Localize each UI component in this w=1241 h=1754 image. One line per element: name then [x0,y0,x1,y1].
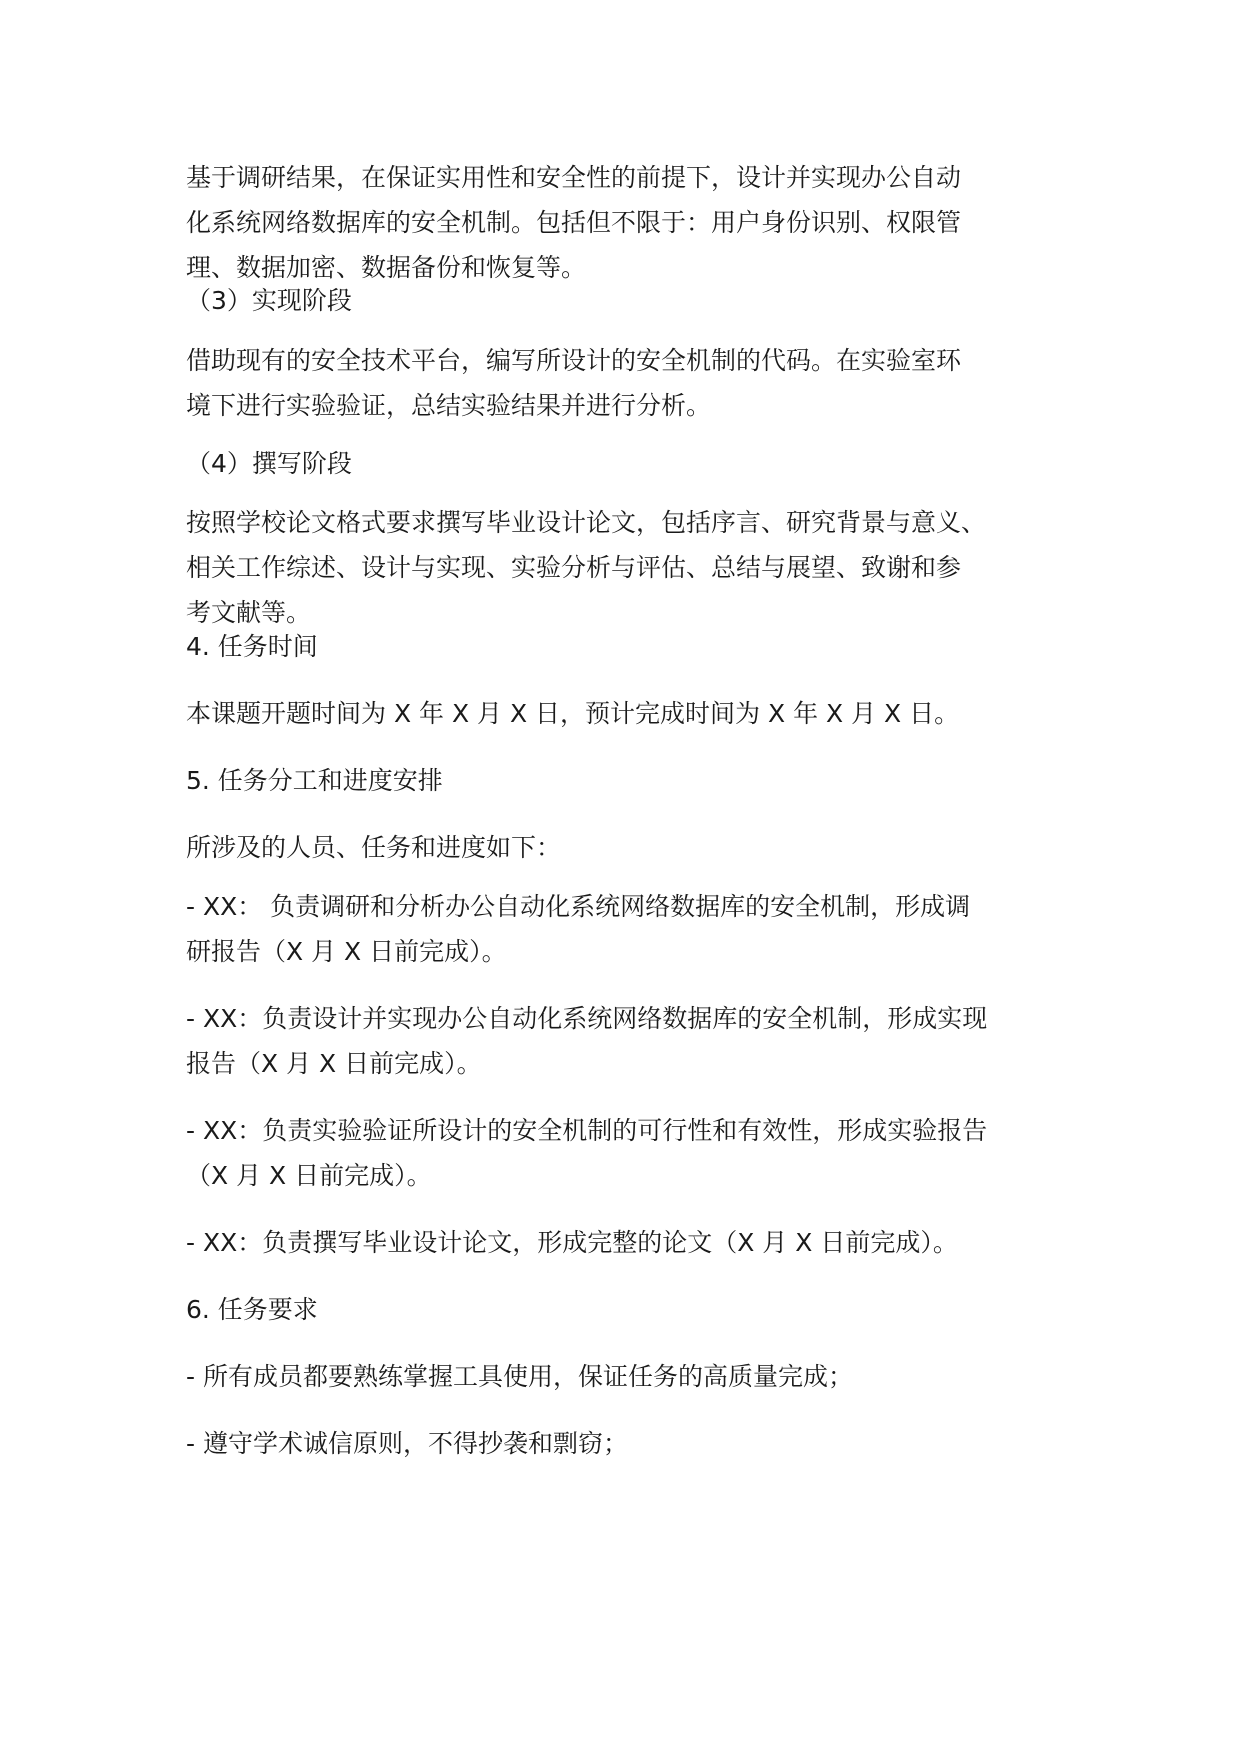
text-line: - XX：负责实验验证所设计的安全机制的可行性和有效性，形成实验报告 [186,1116,988,1145]
list-item-research [186,884,1086,974]
heading-task-requirements [186,1287,1086,1332]
text-line: 本课题开题时间为 X 年 X 月 X 日，预计完成时间为 X 年 X 月 X 日。 [186,699,960,728]
heading-writing-stage [186,441,1086,486]
text-line: 研报告（X 月 X 日前完成）。 [186,937,507,966]
text-line: 境下进行实验验证，总结实验结果并进行分析。 [186,391,712,420]
text-line: 理、数据加密、数据备份和恢复等。 [186,253,587,282]
list-item-design [186,996,1086,1086]
paragraph-design-description [186,155,1086,290]
text-line: （4）撰写阶段 [186,449,352,478]
text-line: 借助现有的安全技术平台，编写所设计的安全机制的代码。在实验室环 [186,346,962,375]
text-line: 报告（X 月 X 日前完成）。 [186,1049,482,1078]
text-line: - XX：负责撰写毕业设计论文，形成完整的论文（X 月 X 日前完成）。 [186,1228,958,1257]
heading-implementation-stage [186,278,1086,323]
text-line: 考文献等。 [186,598,312,627]
text-line: 所涉及的人员、任务和进度如下： [186,833,562,862]
list-item-requirement-tools [186,1354,1086,1399]
text-line: 5. 任务分工和进度安排 [186,766,443,795]
heading-division-schedule [186,758,1086,803]
text-line: 4. 任务时间 [186,632,318,661]
text-line: 按照学校论文格式要求撰写毕业设计论文，包括序言、研究背景与意义、 [186,508,987,537]
paragraph-personnel-intro [186,825,1086,870]
paragraph-task-time [186,691,1086,736]
text-line: 相关工作综述、设计与实现、实验分析与评估、总结与展望、致谢和参 [186,553,962,582]
text-line: - 所有成员都要熟练掌握工具使用，保证任务的高质量完成； [186,1362,853,1391]
list-item-thesis [186,1220,1086,1265]
text-line: （3）实现阶段 [186,286,352,315]
text-line: 化系统网络数据库的安全机制。包括但不限于：用户身份识别、权限管 [186,208,962,237]
text-line: （X 月 X 日前完成）。 [186,1161,432,1190]
paragraph-writing-description [186,500,1086,635]
paragraph-implementation-description [186,338,1086,428]
text-line: - XX：负责设计并实现办公自动化系统网络数据库的安全机制，形成实现 [186,1004,988,1033]
list-item-verification [186,1108,1086,1198]
heading-task-time [186,624,1086,669]
text-line: 基于调研结果，在保证实用性和安全性的前提下，设计并实现办公自动 [186,163,962,192]
text-line: - XX： 负责调研和分析办公自动化系统网络数据库的安全机制，形成调 [186,892,971,921]
text-line: - 遵守学术诚信原则，不得抄袭和剽窃； [186,1429,628,1458]
list-item-requirement-integrity [186,1421,1086,1466]
text-line: 6. 任务要求 [186,1295,318,1324]
